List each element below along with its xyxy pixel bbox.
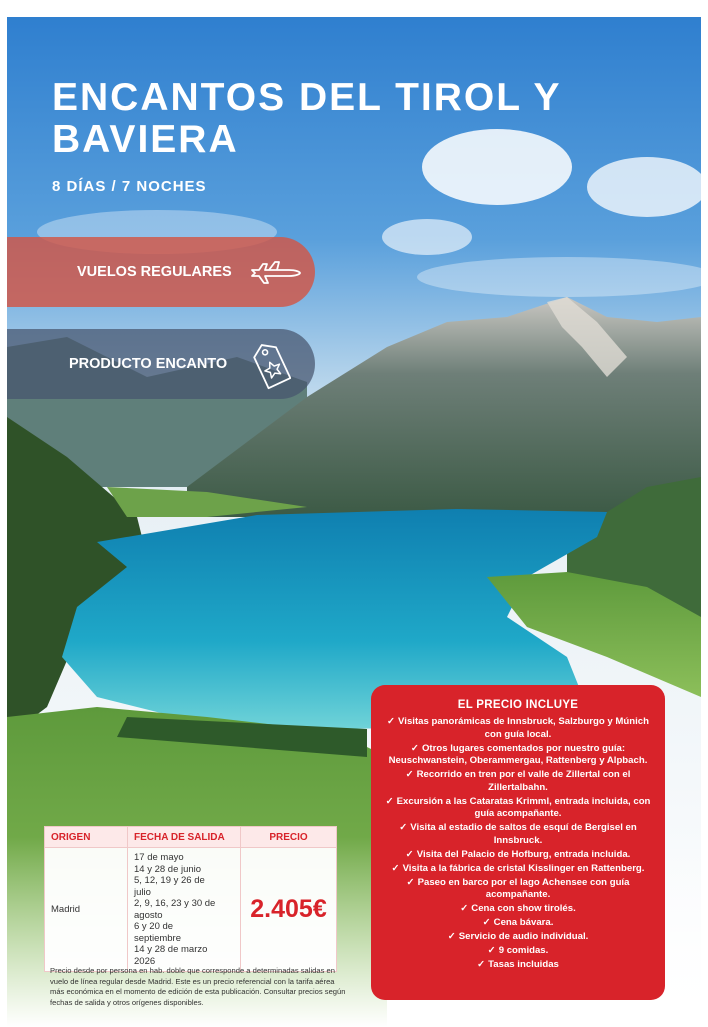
check-icon: ✓ — [410, 742, 419, 754]
check-icon: ✓ — [460, 903, 469, 915]
origin-cell: Madrid — [45, 848, 128, 972]
check-icon: ✓ — [447, 931, 456, 943]
date-line: 17 de mayo — [134, 852, 184, 863]
date-line: 2, 9, 16, 23 y 30 de — [134, 898, 216, 909]
price-footnote: Precio desde por persona en hab. doble que corresponde a determinadas salidas en vuelo de línea regular desde Madrid. Este es un precio referencial con la tarifa aérea más económica en el momento de edición de esta publicación. Consultar precios según fechas de salida y otros orígenes disponibles. — [50, 966, 346, 1007]
list-item: ✓ Visita al estadio de saltos de esquí de Bergisel en Innsbruck. — [399, 822, 637, 846]
flights-badge — [7, 237, 315, 307]
check-icon: ✓ — [405, 769, 414, 781]
duration-label: 8 DÍAS / 7 NOCHES — [52, 178, 207, 195]
date-line: septiembre — [134, 932, 181, 944]
list-item: ✓ Visita a la fábrica de cristal Kisslinger en Rattenberg. — [391, 862, 645, 874]
list-item: ✓ Tasas incluidas — [477, 959, 559, 971]
table-row — [45, 848, 337, 972]
pricing-table-header — [45, 827, 337, 848]
product-badge — [7, 329, 315, 399]
list-item: ✓ Servicio de audio individual. — [447, 931, 589, 943]
title-line-2: BAVIERA — [52, 118, 239, 161]
date-line: 5, 12, 19 y 26 de — [134, 875, 205, 886]
check-icon: ✓ — [385, 795, 394, 807]
date-line: 14 y 28 de junio — [134, 863, 202, 875]
date-line: agosto — [134, 909, 163, 921]
check-icon: ✓ — [391, 862, 400, 874]
flights-badge-label: VUELOS REGULARES — [77, 264, 232, 280]
date-line: 6 y 20 de — [134, 921, 174, 932]
list-item: ✓ Otros lugares comentados por nuestro guía: Neuschwanstein, Oberammergau, Rattenberg y Alpbach. — [388, 742, 648, 767]
title-line-1: ENCANTOS DEL TIROL Y — [52, 76, 562, 119]
pricing-table — [44, 826, 337, 972]
price-includes-box — [371, 685, 665, 1000]
check-icon: ✓ — [487, 945, 496, 957]
departure-header: FECHA DE SALIDA — [128, 827, 241, 848]
date-line: 2026 — [134, 955, 156, 967]
page-title — [52, 77, 652, 161]
price-header: PRECIO — [241, 827, 337, 848]
list-item: ✓ Recorrido en tren por el valle de Zillertal con el Zillertalbahn. — [405, 769, 631, 793]
origin-header: ORIGEN — [45, 827, 128, 848]
check-icon: ✓ — [482, 917, 491, 929]
departure-dates-cell — [128, 848, 241, 972]
list-item: ✓ Visita del Palacio de Hofburg, entrada incluida. — [405, 848, 631, 860]
check-icon: ✓ — [399, 822, 408, 834]
check-icon: ✓ — [405, 848, 414, 860]
date-line: 14 y 28 de marzo — [134, 944, 208, 955]
list-item: ✓ Cena bávara. — [482, 917, 554, 929]
list-item: ✓ Paseo en barco por el lago Achensee con guía acompañante. — [406, 876, 630, 901]
list-item: ✓ Cena con show tirolés. — [460, 903, 576, 915]
list-item: ✓ 9 comidas. — [487, 945, 549, 957]
price-value: 2.405€ — [241, 848, 337, 972]
includes-title: EL PRECIO INCLUYE — [457, 699, 579, 711]
date-line: julio — [134, 886, 151, 898]
check-icon: ✓ — [387, 716, 396, 727]
includes-list — [371, 716, 665, 972]
check-icon: ✓ — [406, 876, 415, 888]
list-item: ✓ Excursión a las Cataratas Krimml, entrada incluida, con guía acompañante. — [385, 795, 651, 820]
product-badge-label: PRODUCTO ENCANTO — [69, 356, 228, 372]
check-icon: ✓ — [477, 959, 486, 971]
list-item: ✓ Visitas panorámicas de Innsbruck, Salzburgo y Múnich con guía local. — [387, 716, 649, 740]
